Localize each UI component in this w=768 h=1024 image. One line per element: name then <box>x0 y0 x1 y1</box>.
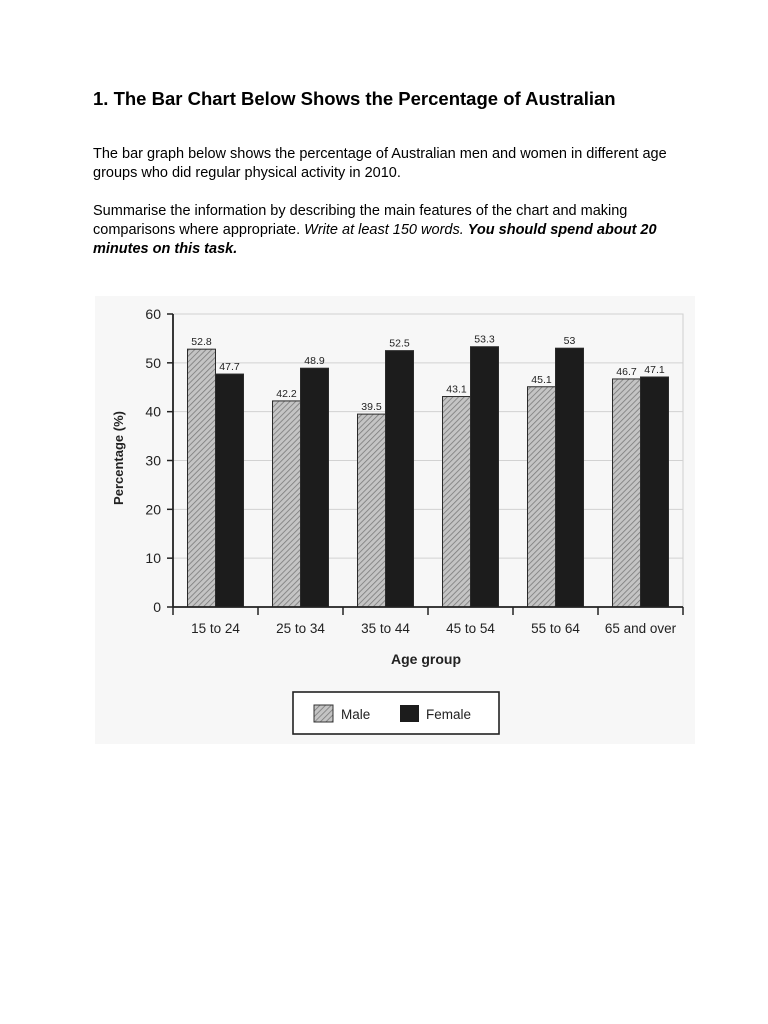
y-tick-label-40: 40 <box>145 403 161 420</box>
y-axis-title: Percentage (%) <box>111 411 126 505</box>
value-label-male-15-to-24: 52.8 <box>191 336 212 349</box>
y-tick-label-20: 20 <box>145 501 161 518</box>
page-title: 1. The Bar Chart Below Shows the Percentage of Australian <box>93 88 616 109</box>
value-label-female-45-to-54: 53.3 <box>474 333 495 346</box>
y-tick-label-30: 30 <box>145 452 161 469</box>
value-label-male-65-and-over: 46.7 <box>616 365 637 378</box>
grid-lines <box>173 314 683 607</box>
value-label-female-15-to-24: 47.7 <box>219 361 240 374</box>
value-label-male-35-to-44: 39.5 <box>361 401 382 414</box>
value-label-female-65-and-over: 47.1 <box>644 363 665 376</box>
value-label-female-35-to-44: 52.5 <box>389 337 410 350</box>
y-tick-label-60: 60 <box>145 306 161 322</box>
intro-paragraph: The bar graph below shows the percentage of Australian men and women in different age groups who did regular physical activity in 2010. <box>93 146 667 181</box>
x-tick-label-55-to-64: 55 to 64 <box>531 621 580 636</box>
legend-male-label: Male <box>341 707 371 722</box>
legend-female-swatch <box>400 705 419 722</box>
bar-female-65-and-over <box>641 377 669 607</box>
x-tick-label-25-to-34: 25 to 34 <box>276 621 325 636</box>
y-tick-label-50: 50 <box>145 354 161 371</box>
bar-male-65-and-over <box>613 379 641 607</box>
value-label-female-55-to-64: 53 <box>563 335 576 348</box>
x-tick-label-35-to-44: 35 to 44 <box>361 621 410 636</box>
bar-male-35-to-44 <box>358 414 386 607</box>
bar-female-35-to-44 <box>386 351 414 607</box>
value-label-male-45-to-54: 43.1 <box>446 383 467 396</box>
y-tick-label-0: 0 <box>153 599 161 615</box>
x-tick-label-15-to-24: 15 to 24 <box>191 621 240 636</box>
bar-chart <box>95 296 695 744</box>
chart-svg <box>95 296 695 744</box>
x-tick-label-45-to-54: 45 to 54 <box>446 621 495 636</box>
x-axis-title: Age group <box>391 651 461 667</box>
task-paragraph <box>93 202 713 259</box>
bar-female-55-to-64 <box>556 348 584 607</box>
axes <box>167 314 683 615</box>
task-lead-text: Summarise the information by describing the main features of the chart and making comparisons where appropriate. <box>93 203 628 238</box>
y-tick-label-10: 10 <box>145 550 161 567</box>
bar-male-15-to-24 <box>188 349 216 607</box>
legend-female-label: Female <box>426 707 472 722</box>
bar-male-55-to-64 <box>528 387 556 607</box>
bar-male-45-to-54 <box>443 397 471 607</box>
legend <box>293 692 499 734</box>
value-label-male-25-to-34: 42.2 <box>276 387 297 400</box>
bar-female-25-to-34 <box>301 368 329 607</box>
bar-female-15-to-24 <box>216 374 244 607</box>
task-word-count: Write at least 150 words. <box>304 222 464 238</box>
bar-male-25-to-34 <box>273 401 301 607</box>
bars <box>188 347 669 607</box>
bar-female-45-to-54 <box>471 347 499 607</box>
legend-male-swatch <box>314 705 333 722</box>
x-tick-label-65-and-over: 65 and over <box>604 621 677 636</box>
task-time-note: You should spend about 20 minutes on this task. <box>93 222 657 257</box>
value-label-female-25-to-34: 48.9 <box>304 355 325 368</box>
value-label-male-55-to-64: 45.1 <box>531 373 552 386</box>
